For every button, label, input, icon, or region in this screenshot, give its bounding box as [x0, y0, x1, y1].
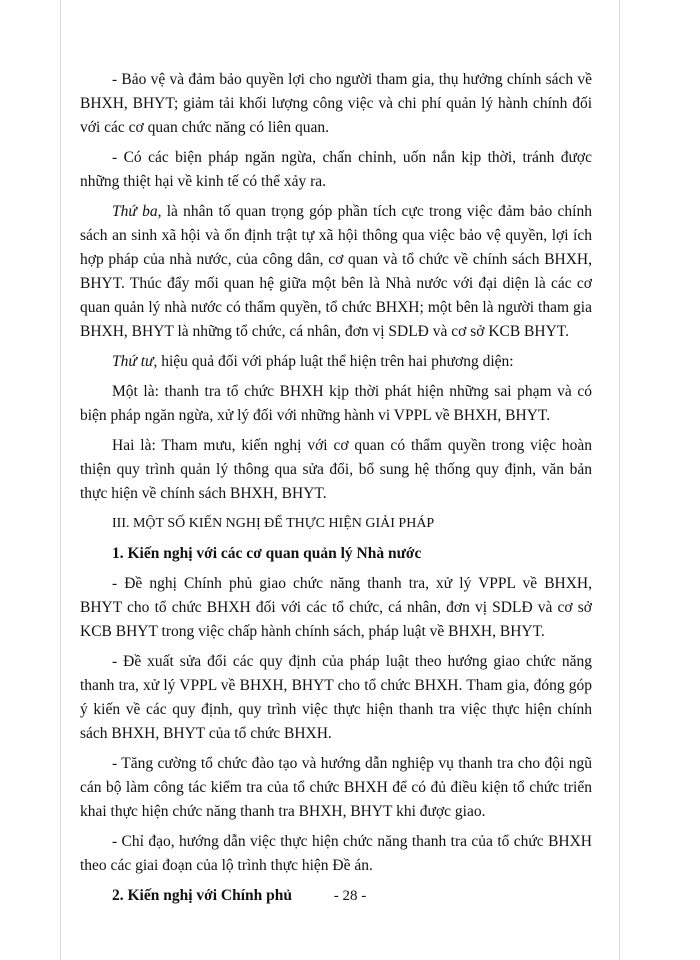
paragraph-10: - Chỉ đạo, hướng dẫn việc thực hiện chức năng thanh tra của tổ chức BHXH theo các giai đoạn của lộ trình thực hiện Đề án. [80, 833, 592, 874]
paragraph-3: Thứ ba, là nhân tố quan trọng góp phần tích cực trong việc đảm bảo chính sách an sinh xã hội và ổn định trật tự xã hội thông qua việc bảo vệ quyền, lợi ích hợp pháp của nhà nước, của công dân, cơ quan và tổ chức về chính sách BHXH, BHYT. Thúc đẩy mối quan hệ giữa một bên là Nhà nước với đại diện là các cơ quan quản lý nhà nước có thẩm quyền, tổ chức BHXH; một bên là người tham gia BHXH, BHYT là những tổ chức, cá nhân, đơn vị SDLĐ và cơ sở KCB BHYT. [80, 203, 592, 340]
page-number: - 28 - [333, 888, 367, 904]
paragraph-5: Một là: thanh tra tổ chức BHXH kịp thời phát hiện những sai phạm và có biện pháp ngăn ngừa, xử lý đối với những hành vi VPPL về BHXH, BHYT. [80, 383, 592, 424]
subheading-2: 2. Kiến nghị với Chính phủ [112, 887, 293, 904]
paragraph-6: Hai là: Tham mưu, kiến nghị với cơ quan có thẩm quyền trong việc hoàn thiện quy trình quản lý thông qua sửa đổi, bổ sung hệ thống quy định, văn bản thực hiện về chính sách BHXH, BHYT. [80, 437, 592, 502]
paragraph-7: - Đề nghị Chính phủ giao chức năng thanh tra, xử lý VPPL về BHXH, BHYT cho tổ chức BHXH đối với các tổ chức, cá nhân, đơn vị SDLĐ và cơ sở KCB BHYT trong việc chấp hành chính sách, pháp luật về BHXH, BHYT. [80, 575, 592, 640]
paragraph-2: - Có các biện pháp ngăn ngừa, chấn chỉnh, uốn nắn kịp thời, tránh được những thiệt hại về kinh tế có thể xảy ra. [80, 149, 592, 190]
lead-thu-tu: Thứ tư [112, 353, 154, 370]
paragraph-1: - Bảo vệ và đảm bảo quyền lợi cho người tham gia, thụ hưởng chính sách về BHXH, BHYT; giảm tải khối lượng công việc và chi phí quản lý hành chính đối với các cơ quan chức năng có liên quan. [80, 71, 592, 136]
subheading-1: 1. Kiến nghị với các cơ quan quản lý Nhà nước [112, 545, 422, 562]
lead-thu-ba: Thứ ba [112, 203, 158, 220]
paragraph-8: - Đề xuất sửa đổi các quy định của pháp luật theo hướng giao chức năng thanh tra, xử lý VPPL về BHXH, BHYT cho tổ chức BHXH. Tham gia, đóng góp ý kiến về các quy định, quy trình việc thực hiện thanh tra việc thực hiện chính sách BHXH, BHYT của tổ chức BHXH. [80, 653, 592, 742]
document-body [80, 68, 592, 914]
paragraph-4: Thứ tư, hiệu quả đối với pháp luật thể hiện trên hai phương diện: [112, 353, 514, 370]
paragraph-9: - Tăng cường tổ chức đào tạo và hướng dẫn nghiệp vụ thanh tra cho đội ngũ cán bộ làm công tác kiểm tra của tổ chức BHXH để có đủ điều kiện tổ chức triển khai thực hiện chức năng thanh tra BHXH, BHYT khi được giao. [80, 755, 592, 820]
section-heading: III. MỘT SỐ KIẾN NGHỊ ĐỂ THỰC HIỆN GIẢI PHÁP [112, 516, 435, 531]
